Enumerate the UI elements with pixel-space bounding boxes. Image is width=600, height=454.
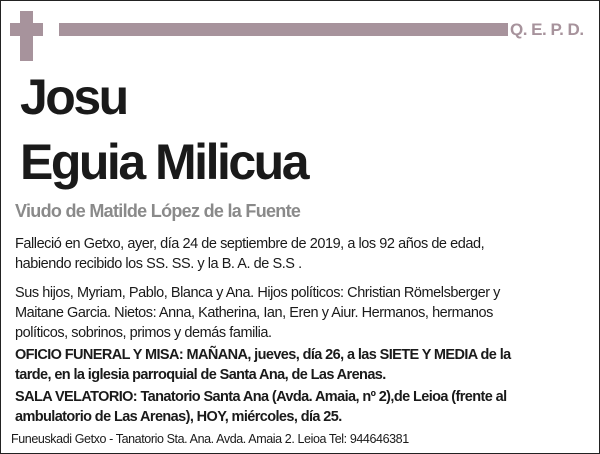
header-rule bbox=[59, 23, 508, 36]
funeral-home-footer: Funeuskadi Getxo - Tanatorio Sta. Ana. Avda. Amaia 2. Leioa Tel: 944646381 bbox=[11, 432, 409, 446]
family-line: Sus hijos, Myriam, Pablo, Blanca y Ana. Hijos políticos: Christian Römelsberger y bbox=[15, 285, 500, 301]
wake-line: SALA VELATORIO: Tanatorio Santa Ana (Avda. Amaia, nº 2),de Leioa (frente al bbox=[15, 389, 507, 405]
cross-horizontal bbox=[10, 23, 43, 36]
family-line: políticos, sobrinos, primos y demás familia. bbox=[15, 325, 272, 341]
funeral-line: tarde, en la iglesia parroquial de Santa Ana, de Las Arenas. bbox=[15, 367, 386, 383]
qepd-label: Q. E. P. D. bbox=[510, 20, 584, 39]
subtitle: Viudo de Matilde López de la Fuente bbox=[15, 201, 301, 221]
funeral-line: OFICIO FUNERAL Y MISA: MAÑANA, jueves, día 26, a las SIETE Y MEDIA de la bbox=[15, 347, 511, 363]
last-name: Eguia Milicua bbox=[20, 134, 308, 190]
family-line: Maitane Garcia. Nietos: Anna, Katherina, Ian, Eren y Aiur. Hermanos, hermanos bbox=[15, 305, 493, 321]
wake-line: ambulatorio de Las Arenas), HOY, miércoles, día 25. bbox=[15, 409, 342, 425]
death-line: habiendo recibido los SS. SS. y la B. A. de S.S . bbox=[15, 256, 302, 272]
first-name: Josu bbox=[20, 69, 127, 125]
cross-vertical bbox=[20, 11, 33, 61]
death-line: Falleció en Getxo, ayer, día 24 de septiembre de 2019, a los 92 años de edad, bbox=[15, 236, 485, 252]
